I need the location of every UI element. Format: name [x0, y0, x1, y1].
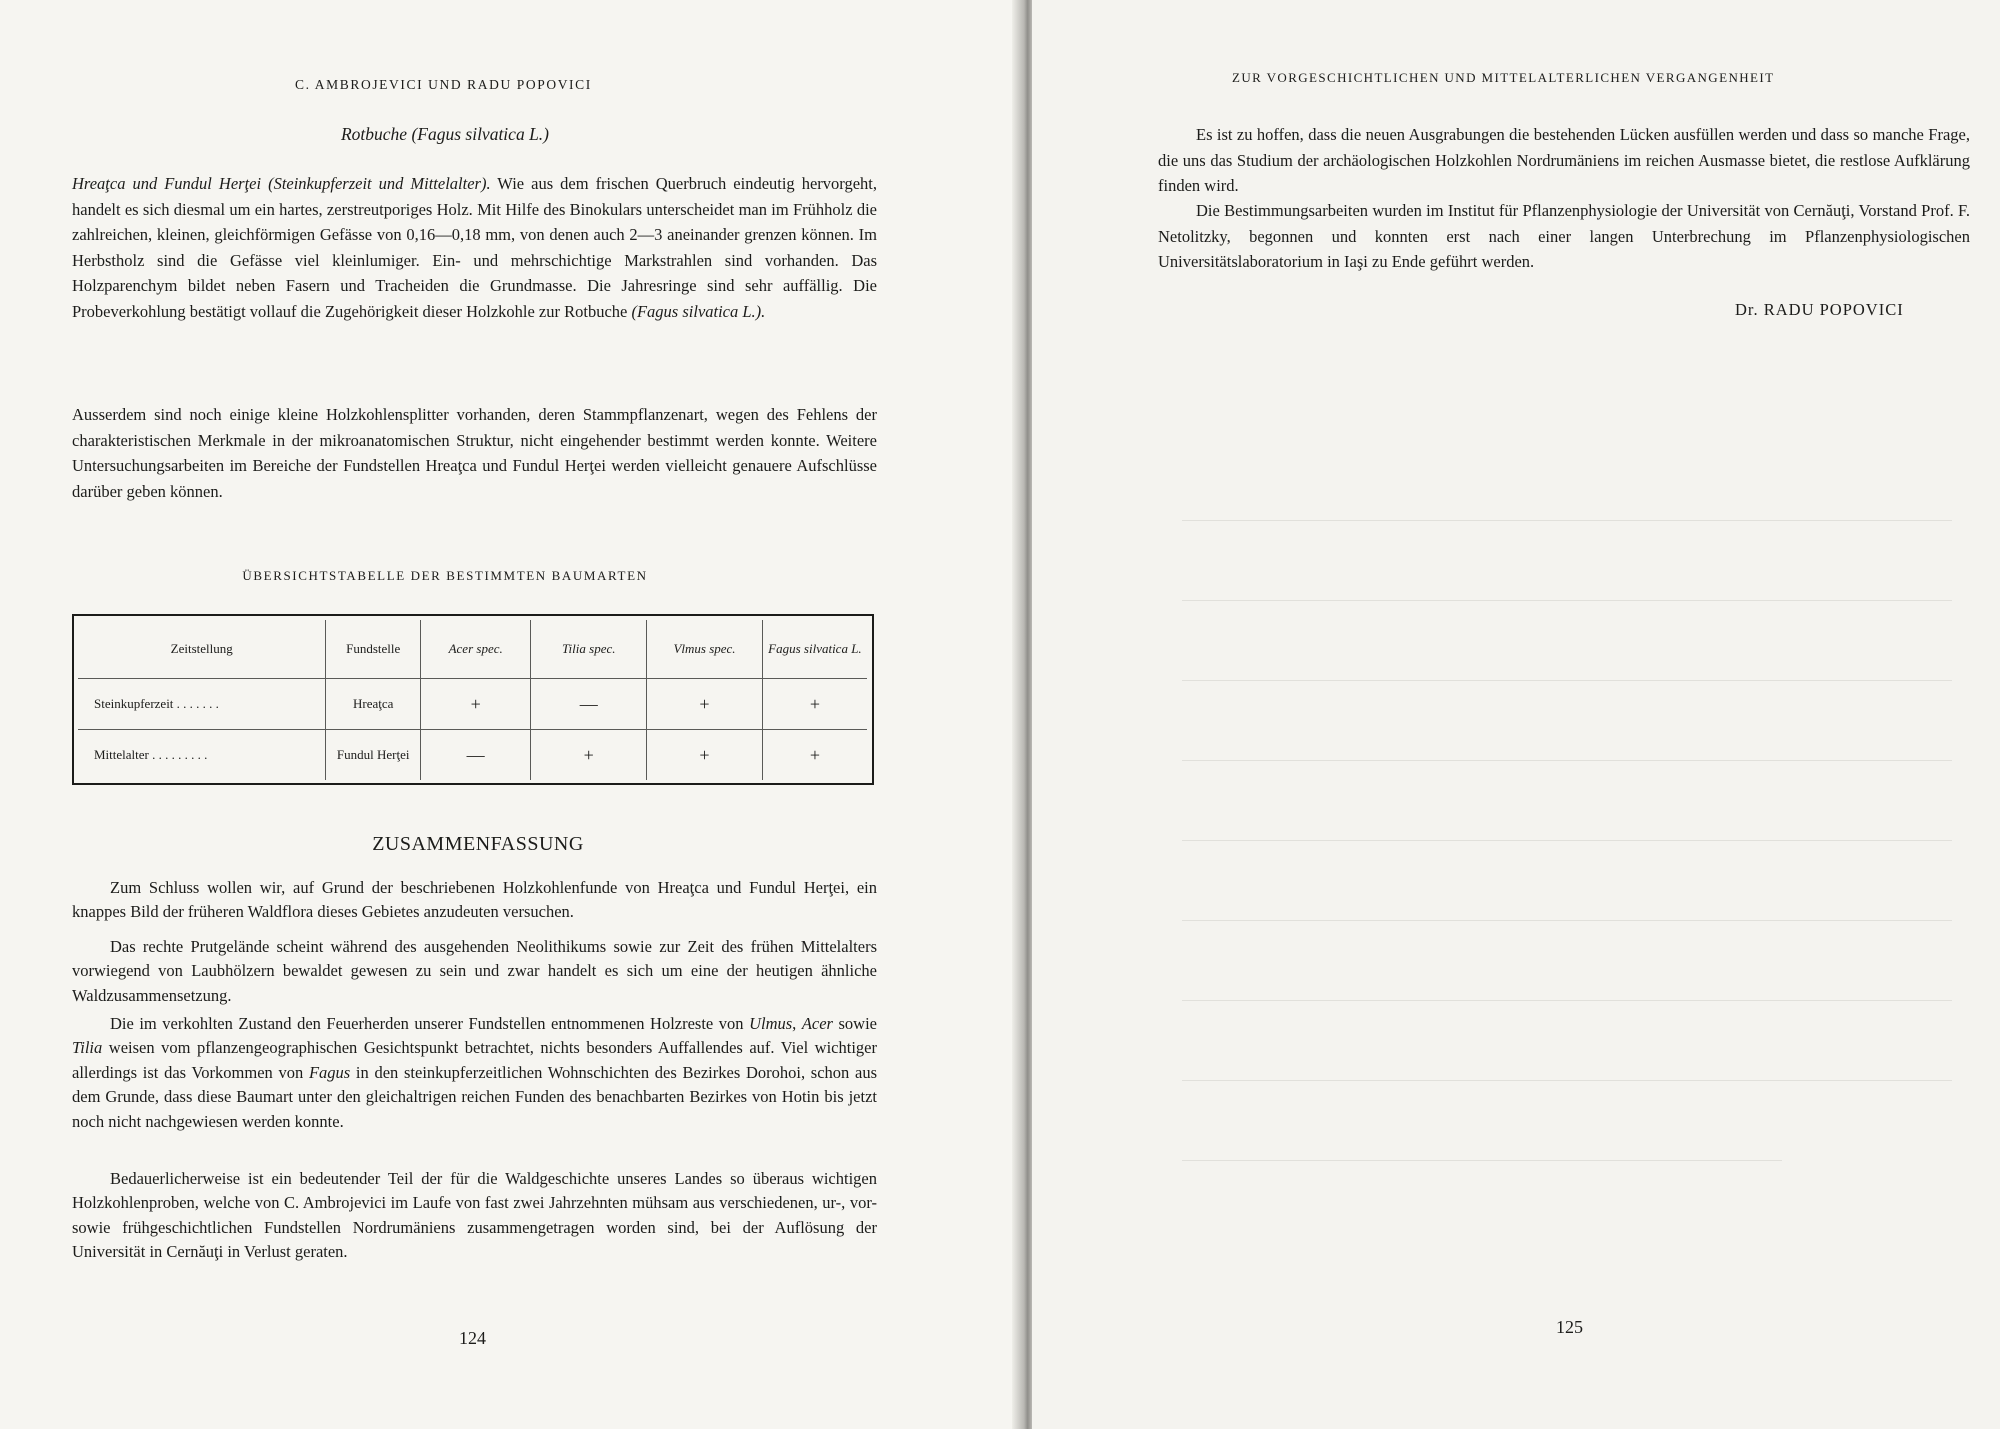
table-cell: —: [531, 679, 647, 730]
text-run: weisen vom pflanzengeographischen Gesichtspunkt betrachtet, nichts besonders Auffallendes auf. Viel wichtiger allerdings ist das Vorkommen von: [72, 1038, 877, 1082]
table-header-cell: Vlmus spec.: [647, 620, 763, 679]
table-cell: —: [420, 730, 530, 781]
paragraph: Das rechte Prutgelände scheint während des ausgehenden Neolithikums sowie zur Zeit des frühen Mittelalters vorwiegend von Laubhölzern bewaldet gewesen zu sein und zwar handelt es sich um eine der heutigen ähnliche Waldzusammensetzung.: [72, 937, 877, 1005]
paragraph: [72, 171, 877, 324]
show-through: [1182, 840, 1952, 841]
show-through: [1182, 600, 1952, 601]
paragraph-lead: Hreaţca und Fundul Herţei (Steinkupferzeit und Mittelalter).: [72, 174, 491, 193]
text-run: ,: [792, 1014, 802, 1033]
table-cell: +: [647, 679, 763, 730]
table-header-cell: Zeitstellung: [78, 620, 326, 679]
paragraph-tail: (Fagus silvatica L.).: [631, 301, 766, 321]
table-cell: +: [647, 730, 763, 781]
species-table: [78, 620, 867, 780]
table-header-cell: Fundstelle: [326, 620, 421, 679]
paragraph: Bedauerlicherweise ist ein bedeutender Teil der für die Waldgeschichte unseres Landes so überaus wichtigen Holzkohlenproben, welche von C. Ambrojevici im Laufe von fast zwei Jahrzehnten mühsam aus verschiedenen, ur-, vor- sowie frühgeschichtlichen Fundstellen Nordrumäniens zusammengetragen worden sind, bei der Auflösung der Universität in Cernăuţi in Verlust geraten.: [72, 1169, 877, 1262]
paragraph: [72, 1012, 877, 1134]
show-through: [1182, 1080, 1952, 1081]
summary-heading: ZUSAMMENFASSUNG: [372, 833, 584, 855]
table-cell: Steinkupferzeit . . . . . . .: [78, 679, 326, 730]
table-cell: +: [762, 679, 867, 730]
show-through: [1182, 1000, 1952, 1001]
author-signature: Dr. RADU POPOVICI: [1735, 300, 1904, 319]
genus-name: Ulmus: [749, 1014, 793, 1033]
paragraph: Die Bestimmungsarbeiten wurden im Institut für Pflanzenphysiologie der Universität von Cernăuţi, Vorstand Prof. F. Netolitzky, begonnen und konnten erst nach einer langen Unterbrechung im Pflanzenphysiologischen Universitätslaboratorium in Iaşi zu Ende geführt werden.: [1158, 201, 1970, 271]
show-through: [1182, 1160, 1782, 1161]
section-title: Rotbuche (Fagus silvatica L.): [340, 124, 550, 144]
show-through: [1182, 680, 1952, 681]
table-cell: Mittelalter . . . . . . . . .: [78, 730, 326, 781]
genus-name: Fagus: [308, 1062, 351, 1082]
table-cell: Fundul Herţei: [326, 730, 421, 781]
show-through: [1182, 920, 1952, 921]
table-cell: +: [762, 730, 867, 781]
table-header-row: [78, 620, 867, 679]
text-run: sowie: [832, 1014, 877, 1033]
table-header-cell: Tilia spec.: [531, 620, 647, 679]
right-page: [1032, 0, 2000, 1429]
table-cell: Hreaţca: [326, 679, 421, 730]
show-through: [1182, 760, 1952, 761]
page-number: 125: [1556, 1317, 1583, 1337]
genus-name: Tilia: [72, 1038, 103, 1058]
running-head: ZUR VORGESCHICHTLICHEN UND MITTELALTERLICHEN VERGANGENHEIT: [1232, 70, 1775, 85]
paragraph: Es ist zu hoffen, dass die neuen Ausgrabungen die bestehenden Lücken ausfüllen werden und dass so manche Frage, die uns das Studium der archäologischen Holzkohlen Nordrumäniens im reichen Ausmasse bietet, die restlose Aufklärung finden wird.: [1158, 125, 1970, 195]
paragraph: Ausserdem sind noch einige kleine Holzkohlensplitter vorhanden, deren Stammpflanzenart, wegen des Fehlens der charakteristischen Merkmale in der mikroanatomischen Struktur, nicht eingehender bestimmt werden konnte. Weitere Untersuchungsarbeiten im Bereiche der Fundstellen Hreaţca und Fundul Herţei werden vielleicht genauere Aufschlüsse darüber geben können.: [72, 405, 877, 501]
running-head: C. AMBROJEVICI UND RADU POPOVICI: [295, 77, 592, 92]
text-run: Die im verkohlten Zustand den Feuerherden unserer Fundstellen entnommenen Holzreste von: [110, 1014, 750, 1033]
table-frame: [72, 614, 874, 785]
table-cell: +: [420, 679, 530, 730]
show-through: [1182, 520, 1952, 521]
genus-name: Acer: [801, 1014, 833, 1033]
paragraph-body: Wie aus dem frischen Querbruch eindeutig hervorgeht, handelt es sich diesmal um ein hartes, zerstreutporiges Holz. Mit Hilfe des Binokulars unterscheidet man im Frühholz die zahlreichen, kleinen, gleichförmigen Gefässe von 0,16—0,18 mm, von denen auch 2—3 aneinander grenzen können. Im Herbstholz sind die Gefässe viel kleinlumiger. Ein- und mehrschichtige Markstrahlen sind vorhanden. Das Holzparenchym bildet neben Fasern und Tracheiden die Grundmasse. Die Jahresringe sind sehr auffällig. Die Probeverkohlung bestätigt vollauf die Zugehörigkeit dieser Holzkohle zur Rotbuche: [72, 174, 877, 321]
table-header-cell: Fagus silvatica L.: [762, 620, 867, 679]
table-row: [78, 679, 867, 730]
paragraph: Zum Schluss wollen wir, auf Grund der beschriebenen Holzkohlenfunde von Hreaţca und Fundul Herţei, ein knappes Bild der früheren Waldflora dieses Gebietes anzudeuten versuchen.: [72, 878, 877, 922]
table-title: ÜBERSICHTSTABELLE DER BESTIMMTEN BAUMARTEN: [242, 568, 648, 583]
text-run: in den steinkupferzeitlichen Wohnschichten des Bezirkes Dorohoi, schon aus dem Grunde, dass diese Baumart unter den gleichaltrigen reichen Funden des benachbarten Bezirkes von Hotin bis jetzt noch nicht nachgewiesen werden konnte.: [72, 1062, 877, 1131]
table-cell: +: [531, 730, 647, 781]
table-header-cell: Acer spec.: [420, 620, 530, 679]
table-row: [78, 730, 867, 781]
page-number: 124: [459, 1328, 486, 1348]
